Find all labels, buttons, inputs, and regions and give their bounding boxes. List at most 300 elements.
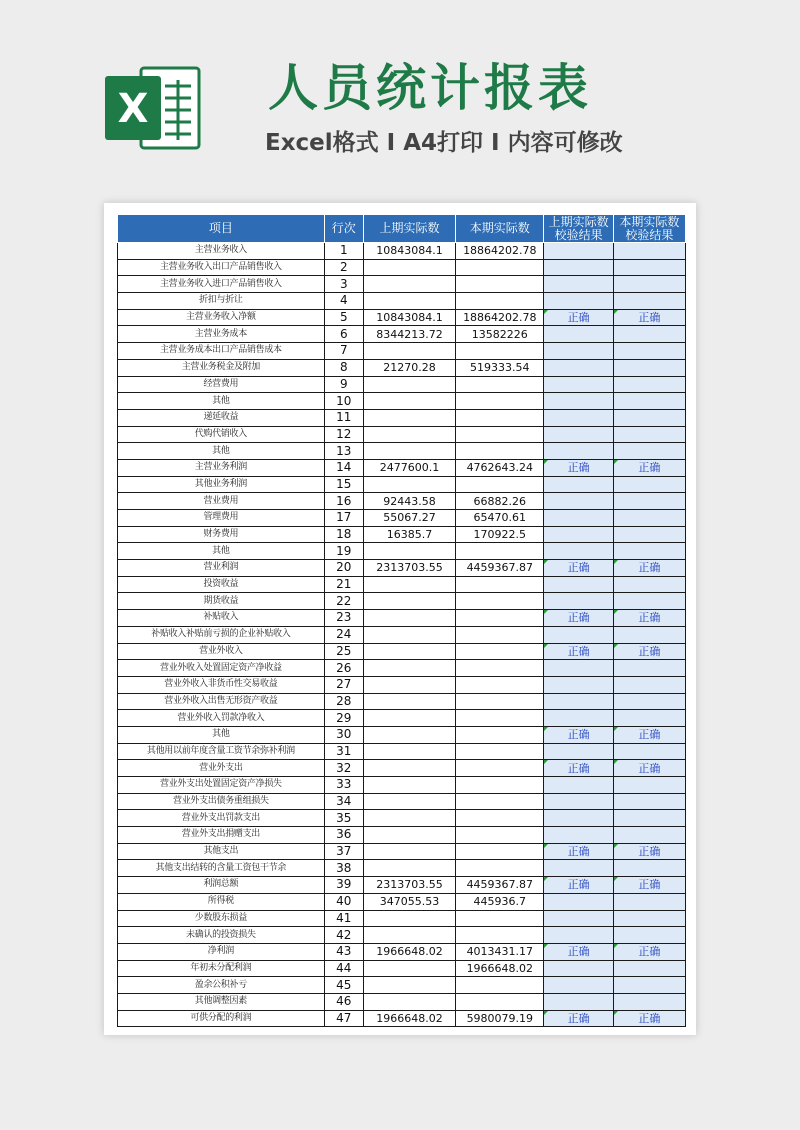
row-prev-check-cell[interactable] [544, 693, 613, 710]
row-curr-actual-cell[interactable] [456, 443, 544, 460]
row-curr-actual-cell[interactable] [456, 343, 544, 360]
row-curr-actual-cell[interactable]: 4459367.87 [456, 877, 544, 894]
row-line-no-cell[interactable]: 46 [324, 993, 363, 1010]
row-prev-actual-cell[interactable] [363, 927, 455, 944]
row-prev-actual-cell[interactable] [363, 843, 455, 860]
row-line-no-cell[interactable]: 42 [324, 927, 363, 944]
row-prev-check-cell[interactable]: 正确 [544, 309, 613, 326]
row-curr-actual-cell[interactable] [456, 259, 544, 276]
row-prev-check-cell[interactable]: 正确 [544, 643, 613, 660]
column-header-curr-check: 本期实际数校验结果 [613, 215, 685, 243]
row-curr-check-cell[interactable] [613, 243, 685, 260]
row-line-no-cell[interactable]: 26 [324, 660, 363, 677]
row-curr-check-cell[interactable]: 正确 [613, 760, 685, 777]
row-line-no-cell[interactable]: 5 [324, 309, 363, 326]
row-prev-actual-cell[interactable] [363, 593, 455, 610]
row-curr-check-cell[interactable] [613, 526, 685, 543]
excel-logo-icon [103, 58, 203, 158]
table-row [118, 827, 686, 844]
row-prev-check-cell[interactable] [544, 793, 613, 810]
row-line-no-cell[interactable]: 34 [324, 793, 363, 810]
row-item-cell[interactable]: 主营业务成本出口产品销售成本 [118, 343, 325, 360]
row-prev-check-cell[interactable] [544, 476, 613, 493]
row-item-cell[interactable]: 其他支出结转的含量工资包干节余 [118, 860, 325, 877]
row-curr-actual-cell[interactable] [456, 543, 544, 560]
row-item-cell[interactable]: 未确认的投资损失 [118, 927, 325, 944]
row-curr-check-cell[interactable]: 正确 [613, 726, 685, 743]
row-prev-check-cell[interactable] [544, 777, 613, 794]
row-curr-actual-cell[interactable] [456, 860, 544, 877]
row-prev-actual-cell[interactable]: 10843084.1 [363, 309, 455, 326]
row-prev-actual-cell[interactable]: 1966648.02 [363, 1010, 455, 1027]
row-curr-actual-cell[interactable] [456, 793, 544, 810]
row-curr-actual-cell[interactable]: 18864202.78 [456, 243, 544, 260]
row-prev-check-cell[interactable]: 正确 [544, 459, 613, 476]
row-item-cell[interactable]: 年初未分配利润 [118, 960, 325, 977]
row-prev-check-cell[interactable]: 正确 [544, 610, 613, 627]
row-item-cell[interactable]: 主营业务利润 [118, 459, 325, 476]
row-line-no-cell[interactable]: 37 [324, 843, 363, 860]
row-item-cell[interactable]: 其他 [118, 443, 325, 460]
row-line-no-cell[interactable]: 19 [324, 543, 363, 560]
row-item-cell[interactable]: 经营费用 [118, 376, 325, 393]
row-curr-actual-cell[interactable] [456, 726, 544, 743]
row-curr-actual-cell[interactable] [456, 810, 544, 827]
row-line-no-cell[interactable]: 35 [324, 810, 363, 827]
row-line-no-cell[interactable]: 3 [324, 276, 363, 293]
row-prev-actual-cell[interactable] [363, 276, 455, 293]
row-prev-actual-cell[interactable]: 2313703.55 [363, 560, 455, 577]
row-item-cell[interactable]: 营业外支出债务重组损失 [118, 793, 325, 810]
row-prev-actual-cell[interactable] [363, 760, 455, 777]
row-prev-actual-cell[interactable] [363, 626, 455, 643]
table-row [118, 593, 686, 610]
row-curr-actual-cell[interactable] [456, 777, 544, 794]
row-item-cell[interactable]: 其他 [118, 543, 325, 560]
row-curr-actual-cell[interactable] [456, 376, 544, 393]
table-row [118, 843, 686, 860]
row-line-no-cell[interactable]: 2 [324, 259, 363, 276]
row-curr-actual-cell[interactable] [456, 843, 544, 860]
row-line-no-cell[interactable]: 29 [324, 710, 363, 727]
row-prev-check-cell[interactable] [544, 993, 613, 1010]
row-line-no-cell[interactable]: 31 [324, 743, 363, 760]
row-curr-check-cell[interactable] [613, 660, 685, 677]
row-prev-actual-cell[interactable]: 2477600.1 [363, 459, 455, 476]
row-prev-actual-cell[interactable] [363, 393, 455, 410]
row-curr-check-cell[interactable] [613, 259, 685, 276]
row-prev-check-cell[interactable] [544, 393, 613, 410]
row-line-no-cell[interactable]: 13 [324, 443, 363, 460]
row-item-cell[interactable]: 代购代销收入 [118, 426, 325, 443]
row-line-no-cell[interactable]: 24 [324, 626, 363, 643]
row-line-no-cell[interactable]: 1 [324, 243, 363, 260]
row-line-no-cell[interactable]: 41 [324, 910, 363, 927]
row-curr-actual-cell[interactable]: 4762643.24 [456, 459, 544, 476]
row-prev-actual-cell[interactable] [363, 543, 455, 560]
row-item-cell[interactable]: 主营业务收入进口产品销售收入 [118, 276, 325, 293]
row-prev-check-cell[interactable] [544, 409, 613, 426]
row-curr-actual-cell[interactable]: 1966648.02 [456, 960, 544, 977]
row-prev-actual-cell[interactable]: 92443.58 [363, 493, 455, 510]
row-item-cell[interactable]: 营业外收入 [118, 643, 325, 660]
row-curr-check-cell[interactable] [613, 626, 685, 643]
row-prev-check-cell[interactable]: 正确 [544, 1010, 613, 1027]
row-curr-check-cell[interactable] [613, 359, 685, 376]
row-line-no-cell[interactable]: 18 [324, 526, 363, 543]
row-item-cell[interactable]: 营业费用 [118, 493, 325, 510]
row-curr-actual-cell[interactable] [456, 593, 544, 610]
row-curr-actual-cell[interactable] [456, 693, 544, 710]
column-header-curr-actual: 本期实际数 [456, 215, 544, 243]
row-curr-actual-cell[interactable] [456, 977, 544, 994]
row-item-cell[interactable]: 补贴收入 [118, 610, 325, 627]
row-line-no-cell[interactable]: 39 [324, 877, 363, 894]
row-curr-actual-cell[interactable] [456, 426, 544, 443]
row-prev-check-cell[interactable] [544, 326, 613, 343]
row-curr-check-cell[interactable]: 正确 [613, 610, 685, 627]
row-curr-actual-cell[interactable] [456, 293, 544, 310]
row-prev-check-cell[interactable] [544, 493, 613, 510]
row-curr-actual-cell[interactable] [456, 610, 544, 627]
row-line-no-cell[interactable]: 33 [324, 777, 363, 794]
row-prev-actual-cell[interactable]: 2313703.55 [363, 877, 455, 894]
row-item-cell[interactable]: 营业外收入罚款净收入 [118, 710, 325, 727]
table-row [118, 676, 686, 693]
row-curr-check-cell[interactable] [613, 576, 685, 593]
row-curr-check-cell[interactable] [613, 993, 685, 1010]
row-prev-check-cell[interactable] [544, 259, 613, 276]
row-prev-actual-cell[interactable]: 21270.28 [363, 359, 455, 376]
row-item-cell[interactable]: 其他 [118, 726, 325, 743]
row-prev-check-cell[interactable] [544, 526, 613, 543]
row-prev-check-cell[interactable] [544, 276, 613, 293]
row-curr-actual-cell[interactable] [456, 910, 544, 927]
row-line-no-cell[interactable]: 23 [324, 610, 363, 627]
table-row [118, 860, 686, 877]
row-curr-actual-cell[interactable] [456, 676, 544, 693]
row-line-no-cell[interactable]: 11 [324, 409, 363, 426]
row-item-cell[interactable]: 营业外支出捐赠支出 [118, 827, 325, 844]
row-item-cell[interactable]: 营业外支出处置固定资产净损失 [118, 777, 325, 794]
row-prev-actual-cell[interactable] [363, 860, 455, 877]
row-item-cell[interactable]: 盈余公积补亏 [118, 977, 325, 994]
row-item-cell[interactable]: 营业利润 [118, 560, 325, 577]
row-prev-check-cell[interactable]: 正确 [544, 560, 613, 577]
row-prev-actual-cell[interactable] [363, 777, 455, 794]
row-prev-actual-cell[interactable] [363, 710, 455, 727]
table-row [118, 510, 686, 527]
row-curr-actual-cell[interactable]: 445936.7 [456, 893, 544, 910]
row-item-cell[interactable]: 其他 [118, 393, 325, 410]
row-curr-check-cell[interactable] [613, 326, 685, 343]
row-curr-check-cell[interactable] [613, 443, 685, 460]
row-prev-check-cell[interactable] [544, 510, 613, 527]
row-line-no-cell[interactable]: 15 [324, 476, 363, 493]
row-item-cell[interactable]: 主营业务税金及附加 [118, 359, 325, 376]
row-line-no-cell[interactable]: 22 [324, 593, 363, 610]
row-prev-actual-cell[interactable] [363, 259, 455, 276]
row-curr-check-cell[interactable] [613, 343, 685, 360]
table-row [118, 810, 686, 827]
row-prev-check-cell[interactable] [544, 977, 613, 994]
row-prev-check-cell[interactable] [544, 660, 613, 677]
row-line-no-cell[interactable]: 10 [324, 393, 363, 410]
row-line-no-cell[interactable]: 32 [324, 760, 363, 777]
row-item-cell[interactable]: 主营业务收入出口产品销售收入 [118, 259, 325, 276]
row-curr-actual-cell[interactable]: 4459367.87 [456, 560, 544, 577]
row-prev-check-cell[interactable]: 正确 [544, 843, 613, 860]
row-line-no-cell[interactable]: 38 [324, 860, 363, 877]
row-prev-actual-cell[interactable] [363, 827, 455, 844]
row-curr-check-cell[interactable] [613, 409, 685, 426]
row-item-cell[interactable]: 可供分配的利润 [118, 1010, 325, 1027]
row-line-no-cell[interactable]: 44 [324, 960, 363, 977]
row-prev-actual-cell[interactable]: 55067.27 [363, 510, 455, 527]
row-prev-check-cell[interactable] [544, 710, 613, 727]
row-line-no-cell[interactable]: 40 [324, 893, 363, 910]
row-line-no-cell[interactable]: 36 [324, 827, 363, 844]
row-prev-actual-cell[interactable] [363, 426, 455, 443]
row-prev-actual-cell[interactable]: 347055.53 [363, 893, 455, 910]
row-prev-check-cell[interactable] [544, 343, 613, 360]
row-line-no-cell[interactable]: 43 [324, 943, 363, 960]
table-row [118, 927, 686, 944]
row-curr-check-cell[interactable]: 正确 [613, 643, 685, 660]
row-prev-actual-cell[interactable] [363, 693, 455, 710]
row-curr-check-cell[interactable] [613, 893, 685, 910]
column-header-item: 项目 [118, 215, 325, 243]
row-curr-check-cell[interactable] [613, 910, 685, 927]
row-prev-check-cell[interactable] [544, 443, 613, 460]
row-prev-check-cell[interactable] [544, 293, 613, 310]
row-curr-check-cell[interactable]: 正确 [613, 843, 685, 860]
row-curr-check-cell[interactable] [613, 493, 685, 510]
row-curr-check-cell[interactable] [613, 793, 685, 810]
row-prev-actual-cell[interactable] [363, 443, 455, 460]
row-prev-check-cell[interactable] [544, 743, 613, 760]
row-prev-check-cell[interactable]: 正确 [544, 726, 613, 743]
row-curr-check-cell[interactable] [613, 376, 685, 393]
row-prev-actual-cell[interactable] [363, 576, 455, 593]
row-line-no-cell[interactable]: 4 [324, 293, 363, 310]
row-curr-actual-cell[interactable] [456, 743, 544, 760]
row-prev-actual-cell[interactable] [363, 343, 455, 360]
row-curr-check-cell[interactable]: 正确 [613, 560, 685, 577]
row-item-cell[interactable]: 其他用以前年度含量工资节余弥补利润 [118, 743, 325, 760]
row-item-cell[interactable]: 营业外支出 [118, 760, 325, 777]
row-prev-actual-cell[interactable] [363, 643, 455, 660]
row-prev-check-cell[interactable] [544, 376, 613, 393]
table-row [118, 960, 686, 977]
table-row [118, 293, 686, 310]
row-prev-actual-cell[interactable] [363, 977, 455, 994]
row-curr-actual-cell[interactable] [456, 660, 544, 677]
row-curr-actual-cell[interactable] [456, 827, 544, 844]
row-item-cell[interactable]: 其他业务利润 [118, 476, 325, 493]
row-item-cell[interactable]: 少数股东损益 [118, 910, 325, 927]
row-curr-actual-cell[interactable]: 5980079.19 [456, 1010, 544, 1027]
row-line-no-cell[interactable]: 9 [324, 376, 363, 393]
row-curr-actual-cell[interactable] [456, 760, 544, 777]
row-item-cell[interactable]: 主营业务收入 [118, 243, 325, 260]
row-prev-check-cell[interactable]: 正确 [544, 877, 613, 894]
row-prev-check-cell[interactable] [544, 676, 613, 693]
row-curr-actual-cell[interactable]: 519333.54 [456, 359, 544, 376]
row-prev-actual-cell[interactable] [363, 660, 455, 677]
row-item-cell[interactable]: 管理费用 [118, 510, 325, 527]
row-prev-check-cell[interactable] [544, 543, 613, 560]
row-item-cell[interactable]: 营业外收入出售无形资产收益 [118, 693, 325, 710]
row-item-cell[interactable]: 期货收益 [118, 593, 325, 610]
row-curr-actual-cell[interactable]: 66882.26 [456, 493, 544, 510]
row-curr-check-cell[interactable] [613, 543, 685, 560]
row-prev-actual-cell[interactable] [363, 726, 455, 743]
row-prev-actual-cell[interactable]: 1966648.02 [363, 943, 455, 960]
row-prev-check-cell[interactable]: 正确 [544, 760, 613, 777]
row-curr-actual-cell[interactable] [456, 409, 544, 426]
row-curr-check-cell[interactable] [613, 710, 685, 727]
row-prev-actual-cell[interactable]: 10843084.1 [363, 243, 455, 260]
row-item-cell[interactable]: 所得税 [118, 893, 325, 910]
logo-letter: X [117, 86, 149, 132]
row-prev-check-cell[interactable] [544, 860, 613, 877]
row-curr-check-cell[interactable] [613, 977, 685, 994]
row-curr-actual-cell[interactable] [456, 476, 544, 493]
row-curr-check-cell[interactable] [613, 476, 685, 493]
row-curr-actual-cell[interactable]: 170922.5 [456, 526, 544, 543]
row-line-no-cell[interactable]: 6 [324, 326, 363, 343]
row-curr-check-cell[interactable] [613, 827, 685, 844]
row-curr-check-cell[interactable]: 正确 [613, 877, 685, 894]
row-line-no-cell[interactable]: 27 [324, 676, 363, 693]
row-prev-check-cell[interactable] [544, 910, 613, 927]
row-curr-actual-cell[interactable] [456, 576, 544, 593]
row-item-cell[interactable]: 补贴收入补贴前亏损的企业补贴收入 [118, 626, 325, 643]
row-curr-check-cell[interactable] [613, 426, 685, 443]
row-prev-check-cell[interactable] [544, 810, 613, 827]
row-prev-check-cell[interactable] [544, 359, 613, 376]
row-line-no-cell[interactable]: 30 [324, 726, 363, 743]
row-line-no-cell[interactable]: 25 [324, 643, 363, 660]
row-line-no-cell[interactable]: 20 [324, 560, 363, 577]
row-prev-actual-cell[interactable] [363, 676, 455, 693]
row-line-no-cell[interactable]: 21 [324, 576, 363, 593]
row-prev-check-cell[interactable] [544, 593, 613, 610]
row-prev-check-cell[interactable] [544, 243, 613, 260]
row-curr-check-cell[interactable] [613, 860, 685, 877]
row-prev-actual-cell[interactable]: 8344213.72 [363, 326, 455, 343]
row-curr-check-cell[interactable] [613, 593, 685, 610]
row-curr-actual-cell[interactable]: 4013431.17 [456, 943, 544, 960]
row-curr-check-cell[interactable] [613, 510, 685, 527]
row-item-cell[interactable]: 主营业务成本 [118, 326, 325, 343]
row-line-no-cell[interactable]: 17 [324, 510, 363, 527]
row-curr-check-cell[interactable] [613, 393, 685, 410]
row-curr-actual-cell[interactable] [456, 643, 544, 660]
row-line-no-cell[interactable]: 7 [324, 343, 363, 360]
row-curr-check-cell[interactable] [613, 276, 685, 293]
table-row [118, 576, 686, 593]
row-curr-actual-cell[interactable] [456, 927, 544, 944]
row-prev-actual-cell[interactable] [363, 476, 455, 493]
row-prev-actual-cell[interactable]: 16385.7 [363, 526, 455, 543]
row-prev-check-cell[interactable] [544, 927, 613, 944]
row-prev-check-cell[interactable] [544, 893, 613, 910]
row-item-cell[interactable]: 其他调整因素 [118, 993, 325, 1010]
row-item-cell[interactable]: 利润总额 [118, 877, 325, 894]
row-curr-actual-cell[interactable]: 18864202.78 [456, 309, 544, 326]
row-prev-check-cell[interactable]: 正确 [544, 943, 613, 960]
row-curr-check-cell[interactable] [613, 927, 685, 944]
row-curr-check-cell[interactable] [613, 293, 685, 310]
row-prev-check-cell[interactable] [544, 576, 613, 593]
row-item-cell[interactable]: 投资收益 [118, 576, 325, 593]
row-prev-check-cell[interactable] [544, 827, 613, 844]
row-curr-actual-cell[interactable] [456, 993, 544, 1010]
row-item-cell[interactable]: 财务费用 [118, 526, 325, 543]
row-item-cell[interactable]: 递延收益 [118, 409, 325, 426]
row-curr-actual-cell[interactable]: 65470.61 [456, 510, 544, 527]
row-curr-check-cell[interactable]: 正确 [613, 309, 685, 326]
table-row [118, 476, 686, 493]
row-item-cell[interactable]: 营业外收入非货币性交易收益 [118, 676, 325, 693]
row-item-cell[interactable]: 营业外支出罚款支出 [118, 810, 325, 827]
row-prev-actual-cell[interactable] [363, 910, 455, 927]
row-curr-actual-cell[interactable] [456, 710, 544, 727]
row-prev-actual-cell[interactable] [363, 810, 455, 827]
row-curr-actual-cell[interactable] [456, 393, 544, 410]
row-prev-check-cell[interactable] [544, 426, 613, 443]
row-prev-actual-cell[interactable] [363, 960, 455, 977]
table-row [118, 777, 686, 794]
row-curr-actual-cell[interactable]: 13582226 [456, 326, 544, 343]
row-curr-check-cell[interactable] [613, 777, 685, 794]
row-prev-actual-cell[interactable] [363, 409, 455, 426]
row-curr-check-cell[interactable] [613, 810, 685, 827]
row-curr-check-cell[interactable]: 正确 [613, 459, 685, 476]
row-curr-check-cell[interactable] [613, 960, 685, 977]
row-prev-actual-cell[interactable] [363, 376, 455, 393]
row-item-cell[interactable]: 营业外收入处置固定资产净收益 [118, 660, 325, 677]
row-curr-actual-cell[interactable] [456, 626, 544, 643]
row-curr-check-cell[interactable] [613, 676, 685, 693]
row-prev-check-cell[interactable] [544, 960, 613, 977]
row-prev-check-cell[interactable] [544, 626, 613, 643]
row-item-cell[interactable]: 折扣与折让 [118, 293, 325, 310]
row-prev-actual-cell[interactable] [363, 793, 455, 810]
row-line-no-cell[interactable]: 47 [324, 1010, 363, 1027]
row-line-no-cell[interactable]: 12 [324, 426, 363, 443]
row-line-no-cell[interactable]: 14 [324, 459, 363, 476]
row-prev-actual-cell[interactable] [363, 993, 455, 1010]
row-curr-check-cell[interactable]: 正确 [613, 943, 685, 960]
row-prev-actual-cell[interactable] [363, 293, 455, 310]
row-item-cell[interactable]: 净利润 [118, 943, 325, 960]
row-item-cell[interactable]: 其他支出 [118, 843, 325, 860]
row-line-no-cell[interactable]: 8 [324, 359, 363, 376]
row-item-cell[interactable]: 主营业务收入净额 [118, 309, 325, 326]
row-line-no-cell[interactable]: 45 [324, 977, 363, 994]
row-curr-check-cell[interactable] [613, 743, 685, 760]
row-prev-actual-cell[interactable] [363, 743, 455, 760]
row-curr-actual-cell[interactable] [456, 276, 544, 293]
row-prev-actual-cell[interactable] [363, 610, 455, 627]
row-line-no-cell[interactable]: 28 [324, 693, 363, 710]
row-curr-check-cell[interactable]: 正确 [613, 1010, 685, 1027]
row-curr-check-cell[interactable] [613, 693, 685, 710]
row-line-no-cell[interactable]: 16 [324, 493, 363, 510]
